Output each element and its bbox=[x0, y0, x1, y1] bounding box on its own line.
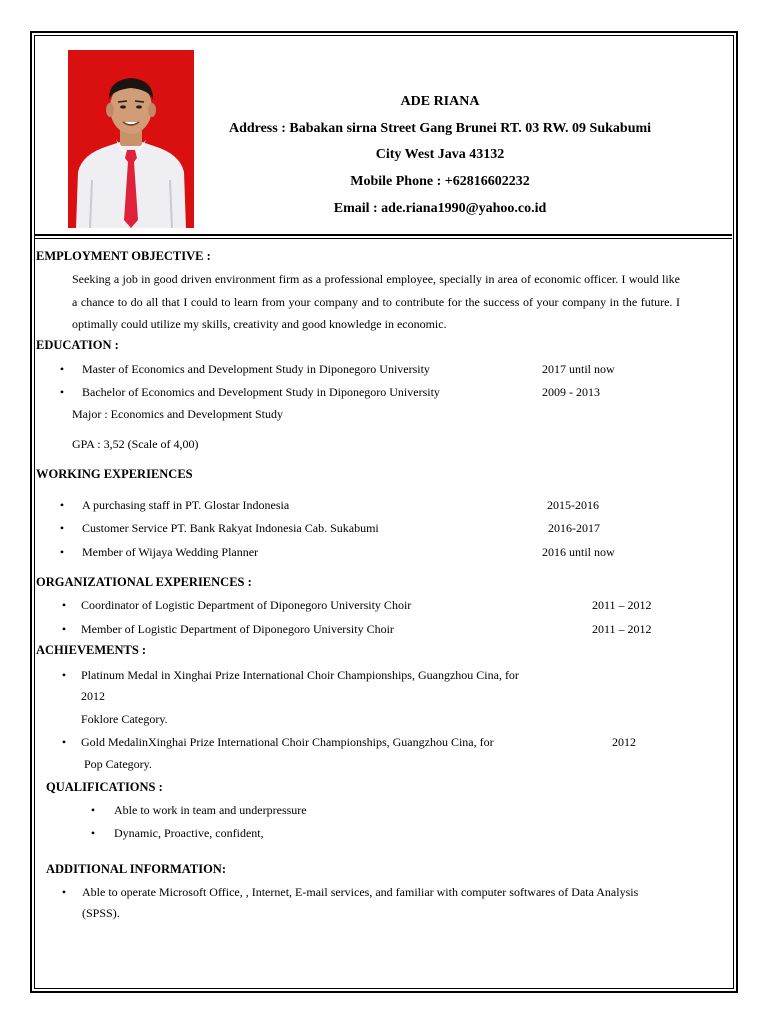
bullet: • bbox=[90, 803, 96, 817]
bullet: • bbox=[59, 498, 65, 512]
qualification-item: Able to work in team and underpressure bbox=[114, 803, 307, 817]
bullet: • bbox=[59, 385, 65, 399]
organizational-heading: ORGANIZATIONAL EXPERIENCES : bbox=[36, 575, 252, 589]
mobile-phone: Mobile Phone : +62816602232 bbox=[350, 174, 530, 189]
achievement-category: Foklore Category. bbox=[81, 712, 168, 726]
organizational-date: 2011 – 2012 bbox=[592, 622, 652, 636]
bullet: • bbox=[61, 885, 67, 899]
header-divider bbox=[34, 234, 732, 236]
objective-text: Seeking a job in good driven environment firm as a professional employee, specially in area of economic officer. I would like a chance to do all that I could to learn from your company and to contribute for the success of your company in the future. I optimally could utilize my skills, creativity and good knowledge in economic. bbox=[72, 272, 680, 331]
bullet: • bbox=[59, 545, 65, 559]
achievement-date: 2012 bbox=[612, 735, 636, 749]
additional-item: Able to operate Microsoft Office, , Internet, E-mail services, and familiar with computer softwares of Data Analysis bbox=[82, 885, 639, 899]
bullet: • bbox=[59, 362, 65, 376]
bullet: • bbox=[90, 826, 96, 840]
organizational-item: Coordinator of Logistic Department of Diponegoro University Choir bbox=[81, 598, 412, 612]
bullet: • bbox=[61, 668, 67, 682]
work-date: 2016-2017 bbox=[548, 521, 600, 535]
organizational-date: 2011 – 2012 bbox=[592, 598, 652, 612]
work-item: Customer Service PT. Bank Rakyat Indonesia Cab. Sukabumi bbox=[82, 521, 379, 535]
profile-photo bbox=[68, 50, 194, 228]
work-date: 2016 until now bbox=[542, 545, 615, 559]
education-item: Bachelor of Economics and Development Study in Diponegoro University bbox=[82, 385, 440, 399]
achievement-year: 2012 bbox=[81, 689, 105, 703]
education-item: Master of Economics and Development Study in Diponegoro University bbox=[82, 362, 430, 376]
education-date: 2017 until now bbox=[542, 362, 615, 376]
work-item: Member of Wijaya Wedding Planner bbox=[82, 545, 259, 559]
bullet: • bbox=[61, 598, 67, 612]
achievement-item: Gold MedalinXinghai Prize International Choir Championships, Guangzhou Cina, for bbox=[81, 735, 494, 749]
education-major: Major : Economics and Development Study bbox=[72, 407, 283, 421]
address-line-2: City West Java 43132 bbox=[375, 147, 505, 162]
achievements-heading: ACHIEVEMENTS : bbox=[36, 643, 147, 657]
bullet: • bbox=[61, 622, 67, 636]
qualification-item: Dynamic, Proactive, confident, bbox=[114, 826, 264, 840]
education-gpa: GPA : 3,52 (Scale of 4,00) bbox=[72, 437, 199, 451]
achievement-category: Pop Category. bbox=[84, 757, 152, 771]
email: Email : ade.riana1990@yahoo.co.id bbox=[333, 201, 547, 216]
objective-heading: EMPLOYMENT OBJECTIVE : bbox=[36, 249, 211, 263]
organizational-item: Member of Logistic Department of Diponegoro University Choir bbox=[81, 622, 394, 636]
achievement-item: Platinum Medal in Xinghai Prize International Choir Championships, Guangzhou Cina, for bbox=[81, 668, 519, 682]
work-date: 2015-2016 bbox=[547, 498, 599, 512]
additional-heading: ADDITIONAL INFORMATION: bbox=[46, 862, 226, 876]
education-date: 2009 - 2013 bbox=[542, 385, 600, 399]
work-heading: WORKING EXPERIENCES bbox=[36, 467, 193, 481]
bullet: • bbox=[59, 521, 65, 535]
education-heading: EDUCATION : bbox=[36, 338, 119, 352]
header-divider-thin bbox=[34, 238, 732, 239]
additional-item-continued: (SPSS). bbox=[82, 906, 120, 920]
bullet: • bbox=[61, 735, 67, 749]
work-item: A purchasing staff in PT. Glostar Indonesia bbox=[82, 498, 290, 512]
candidate-name: ADE RIANA bbox=[400, 94, 480, 109]
address-line-1: Address : Babakan sirna Street Gang Brunei RT. 03 RW. 09 Sukabumi bbox=[228, 121, 652, 136]
qualifications-heading: QUALIFICATIONS : bbox=[46, 780, 163, 794]
